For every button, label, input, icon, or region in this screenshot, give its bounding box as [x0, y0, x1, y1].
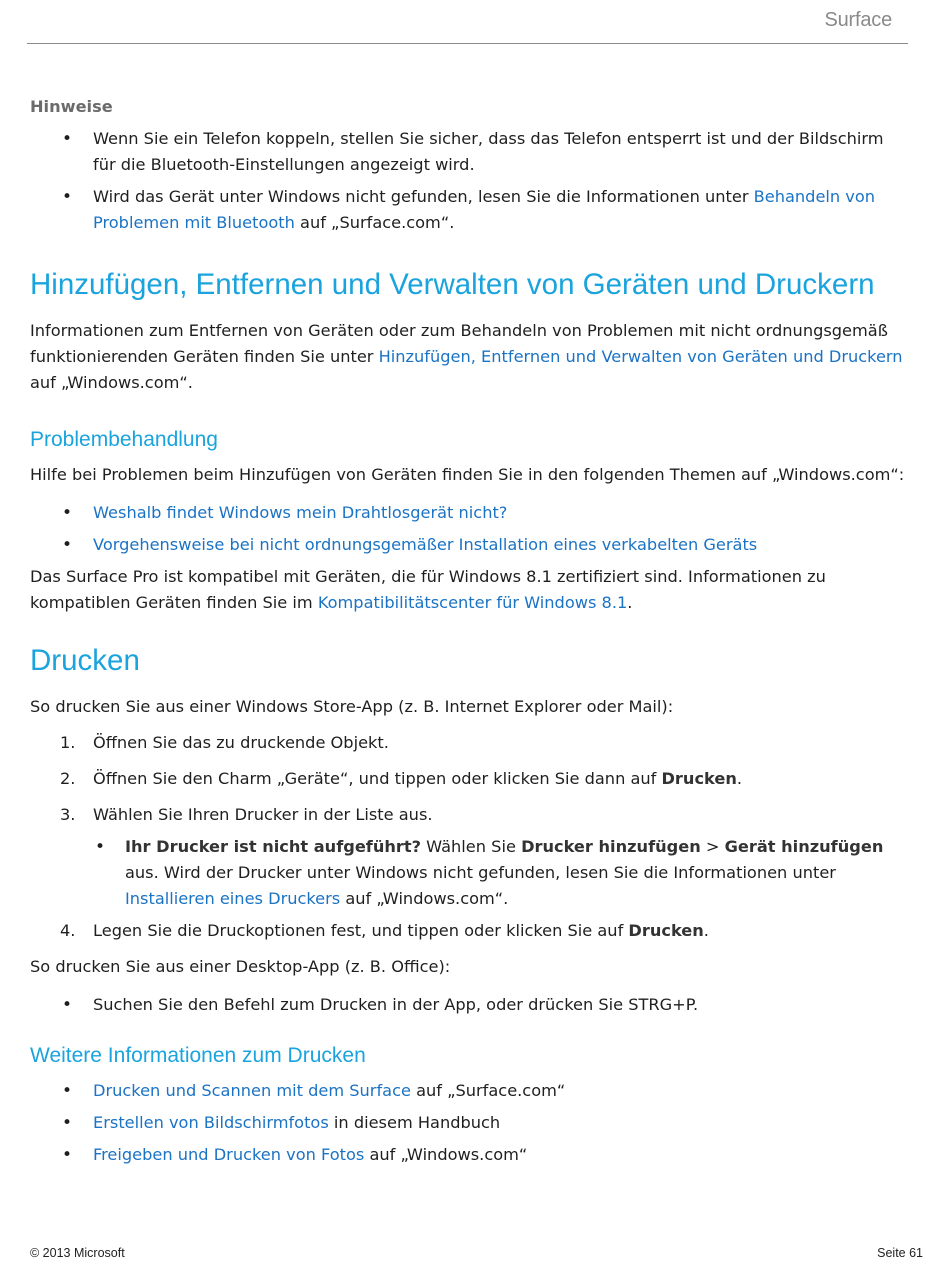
- header-divider: [27, 43, 908, 44]
- printing-steps: [30, 730, 910, 944]
- list-item: • Suchen Sie den Befehl zum Drucken in der App, oder drücken Sie STRG+P.: [30, 992, 910, 1018]
- devices-paragraph: Informationen zum Entfernen von Geräten oder zum Behandeln von Problemen mit nicht ordnungsgemäß funktionierenden Geräten finden Sie unter Hinzufügen, Entfernen und Verwalten von Geräten und Druckern auf „Windows.com“.: [30, 321, 903, 392]
- brand-logo-text: Surface: [824, 9, 892, 31]
- list-item: [30, 532, 910, 558]
- page-content: [30, 94, 910, 1174]
- link-manage-devices[interactable]: Hinzufügen, Entfernen und Verwalten von Geräten und Druckern: [378, 347, 903, 366]
- footer-copyright: © 2013 Microsoft: [30, 1246, 125, 1260]
- link-install-printer[interactable]: Installieren eines Druckers: [125, 889, 341, 908]
- list-item: • Drucken und Scannen mit dem Surface auf „Surface.com“: [30, 1078, 910, 1104]
- printing-intro-store: So drucken Sie aus einer Windows Store-App (z. B. Internet Explorer oder Mail):: [30, 697, 674, 716]
- section-title-troubleshooting: Problembehandlung: [30, 428, 218, 451]
- link-bluetooth-troubleshooting[interactable]: Behandeln von Problemen mit Bluetooth: [93, 187, 876, 232]
- list-item: 3. Wählen Sie Ihren Drucker in der Liste aus. • Ihr Drucker ist nicht aufgeführt? Wählen Sie Drucker hinzufügen > Gerät hinzufügen aus. Wird der Drucker unter Windows nicht gefunden, lesen Sie die Informationen unter Installieren eines Druckers auf „Windows.com“.: [30, 802, 910, 912]
- list-item: 2. Öffnen Sie den Charm „Geräte“, und tippen oder klicken Sie dann auf Drucken.: [60, 769, 743, 788]
- footer-page-number: Seite 61: [877, 1246, 923, 1260]
- list-item: 1. Öffnen Sie das zu druckende Objekt.: [60, 733, 389, 752]
- notes-list: [30, 126, 910, 236]
- section-title-devices: Hinzufügen, Entfernen und Verwalten von Geräten und Druckern: [30, 268, 875, 301]
- link-print-scan[interactable]: Drucken und Scannen mit dem Surface: [93, 1081, 411, 1100]
- link-wireless-device[interactable]: Weshalb findet Windows mein Drahtlosgerät nicht?: [93, 503, 508, 522]
- list-item: 4. Legen Sie die Druckoptionen fest, und tippen oder klicken Sie auf Drucken.: [60, 921, 709, 940]
- notes-heading: Hinweise: [30, 97, 113, 116]
- section-title-printing: Drucken: [30, 644, 140, 677]
- list-item: [30, 500, 910, 526]
- list-item: • Wird das Gerät unter Windows nicht gefunden, lesen Sie die Informationen unter Behandeln von Problemen mit Bluetooth auf „Surface.com“.: [30, 184, 910, 236]
- troubleshooting-links: [30, 500, 910, 558]
- link-wired-device[interactable]: Vorgehensweise bei nicht ordnungsgemäßer Installation eines verkabelten Geräts: [93, 535, 758, 554]
- link-compatibility-center[interactable]: Kompatibilitätscenter für Windows 8.1: [317, 593, 628, 612]
- printer-not-listed-list: [93, 834, 910, 912]
- list-item: • Ihr Drucker ist nicht aufgeführt? Wählen Sie Drucker hinzufügen > Gerät hinzufügen aus. Wird der Drucker unter Windows nicht gefunden, lesen Sie die Informationen unter Installieren eines Druckers auf „Windows.com“.: [93, 834, 910, 912]
- link-share-print-photos[interactable]: Freigeben und Drucken von Fotos: [93, 1145, 365, 1164]
- more-info-list: [30, 1078, 910, 1168]
- desktop-print-list: [30, 992, 910, 1018]
- link-screenshots[interactable]: Erstellen von Bildschirmfotos: [93, 1113, 329, 1132]
- printing-intro-desktop: So drucken Sie aus einer Desktop-App (z. B. Office):: [30, 957, 451, 976]
- troubleshooting-intro: Hilfe bei Problemen beim Hinzufügen von Geräten finden Sie in den folgenden Themen auf „Windows.com“:: [30, 465, 905, 484]
- list-item: • Freigeben und Drucken von Fotos auf „Windows.com“: [30, 1142, 910, 1168]
- compat-paragraph: Das Surface Pro ist kompatibel mit Geräten, die für Windows 8.1 zertifiziert sind. Informationen zu kompatiblen Geräten finden Sie im Kompatibilitätscenter für Windows 8.1.: [30, 567, 826, 612]
- list-item: • Wenn Sie ein Telefon koppeln, stellen Sie sicher, dass das Telefon entsperrt ist und der Bildschirm für die Bluetooth-Einstellungen angezeigt wird.: [30, 126, 910, 178]
- list-item: • Erstellen von Bildschirmfotos in diesem Handbuch: [30, 1110, 910, 1136]
- section-title-more-info: Weitere Informationen zum Drucken: [30, 1044, 366, 1067]
